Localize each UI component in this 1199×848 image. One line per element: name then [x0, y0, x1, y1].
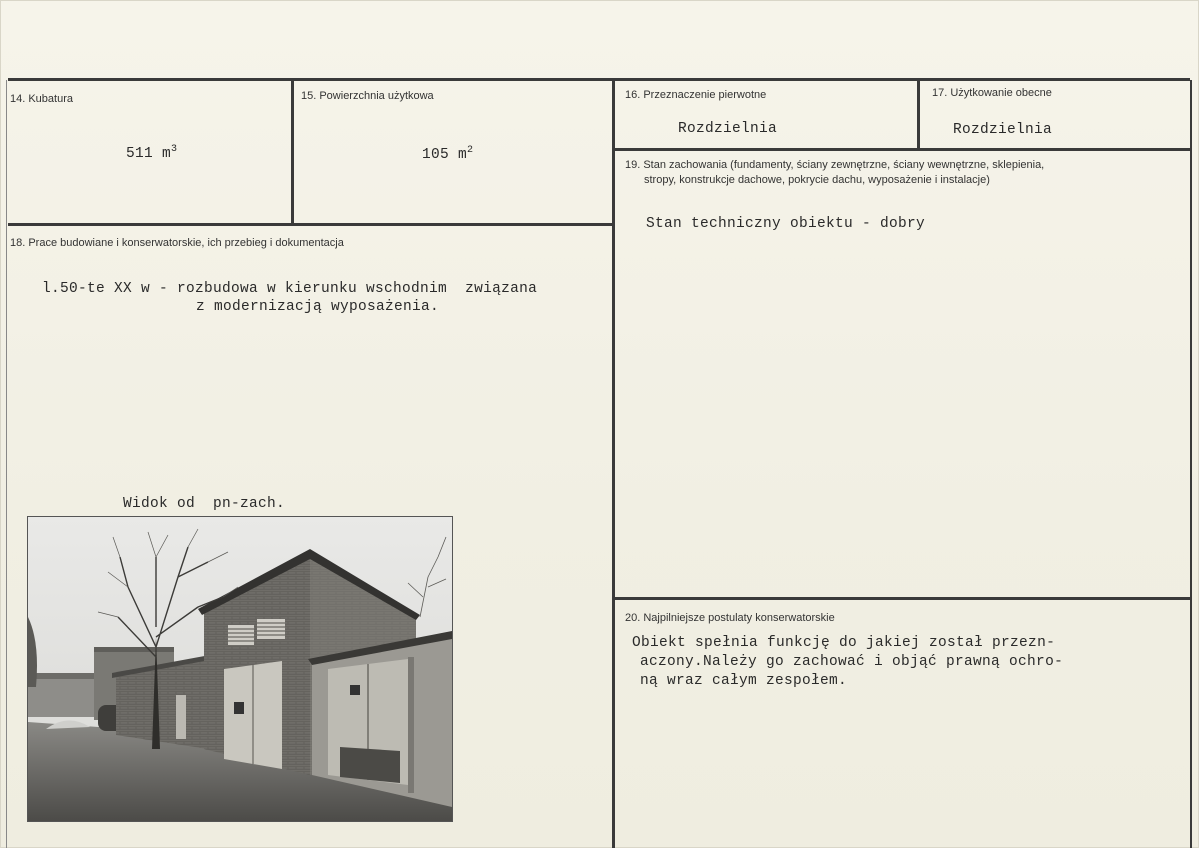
photo-of-transformer-building-icon [28, 517, 452, 821]
top-rule [8, 78, 1190, 81]
left-edge [6, 80, 7, 848]
field-19-label-line1: 19. Stan zachowania (fundamenty, ściany zewnętrzne, ściany wewnętrzne, sklepienia, [625, 159, 1045, 171]
field-20-line-2: aczony.Należy go zachować i objąć prawną ochro- [640, 654, 1064, 670]
divider-16-17 [917, 80, 920, 149]
rule-right-mid [614, 597, 1190, 600]
field-14-label: 14. Kubatura [10, 93, 73, 105]
divider-main [612, 80, 615, 848]
field-18-line-2: z modernizacją wyposażenia. [196, 299, 440, 315]
field-16-value: Rozdzielnia [678, 121, 778, 137]
field-19-value: Stan techniczny obiektu - dobry [646, 216, 926, 232]
rule-left-mid [8, 223, 614, 226]
divider-14-15 [291, 80, 294, 224]
right-edge [1190, 80, 1192, 848]
building-photo [27, 516, 453, 822]
field-18-line-1: l.50-te XX w - rozbudowa w kierunku wschodnim związana [42, 281, 538, 297]
field-19-label-line2: stropy, konstrukcje dachowe, pokrycie dachu, wyposażenie i instalacje) [644, 174, 990, 186]
field-15-value: 105 $m^2$ [422, 145, 474, 163]
field-18-label: 18. Prace budowiane i konserwatorskie, ich przebieg i dokumentacja [10, 237, 344, 249]
field-17-value: Rozdzielnia [953, 122, 1053, 138]
photo-caption: Widok od pn-zach. [123, 496, 286, 512]
field-20-line-1: Obiekt spełnia funkcję do jakiej został przezn- [632, 635, 1056, 651]
field-14-value: 511 $m^3$ [126, 144, 178, 162]
rule-right-row1 [614, 148, 1190, 151]
field-15-label: 15. Powierzchnia użytkowa [301, 90, 434, 102]
field-17-label: 17. Użytkowanie obecne [932, 87, 1052, 99]
field-20-label: 20. Najpilniejsze postulaty konserwatorskie [625, 612, 835, 624]
field-16-label: 16. Przeznaczenie pierwotne [625, 89, 767, 101]
field-20-line-3: ną wraz całym zespołem. [640, 673, 848, 689]
